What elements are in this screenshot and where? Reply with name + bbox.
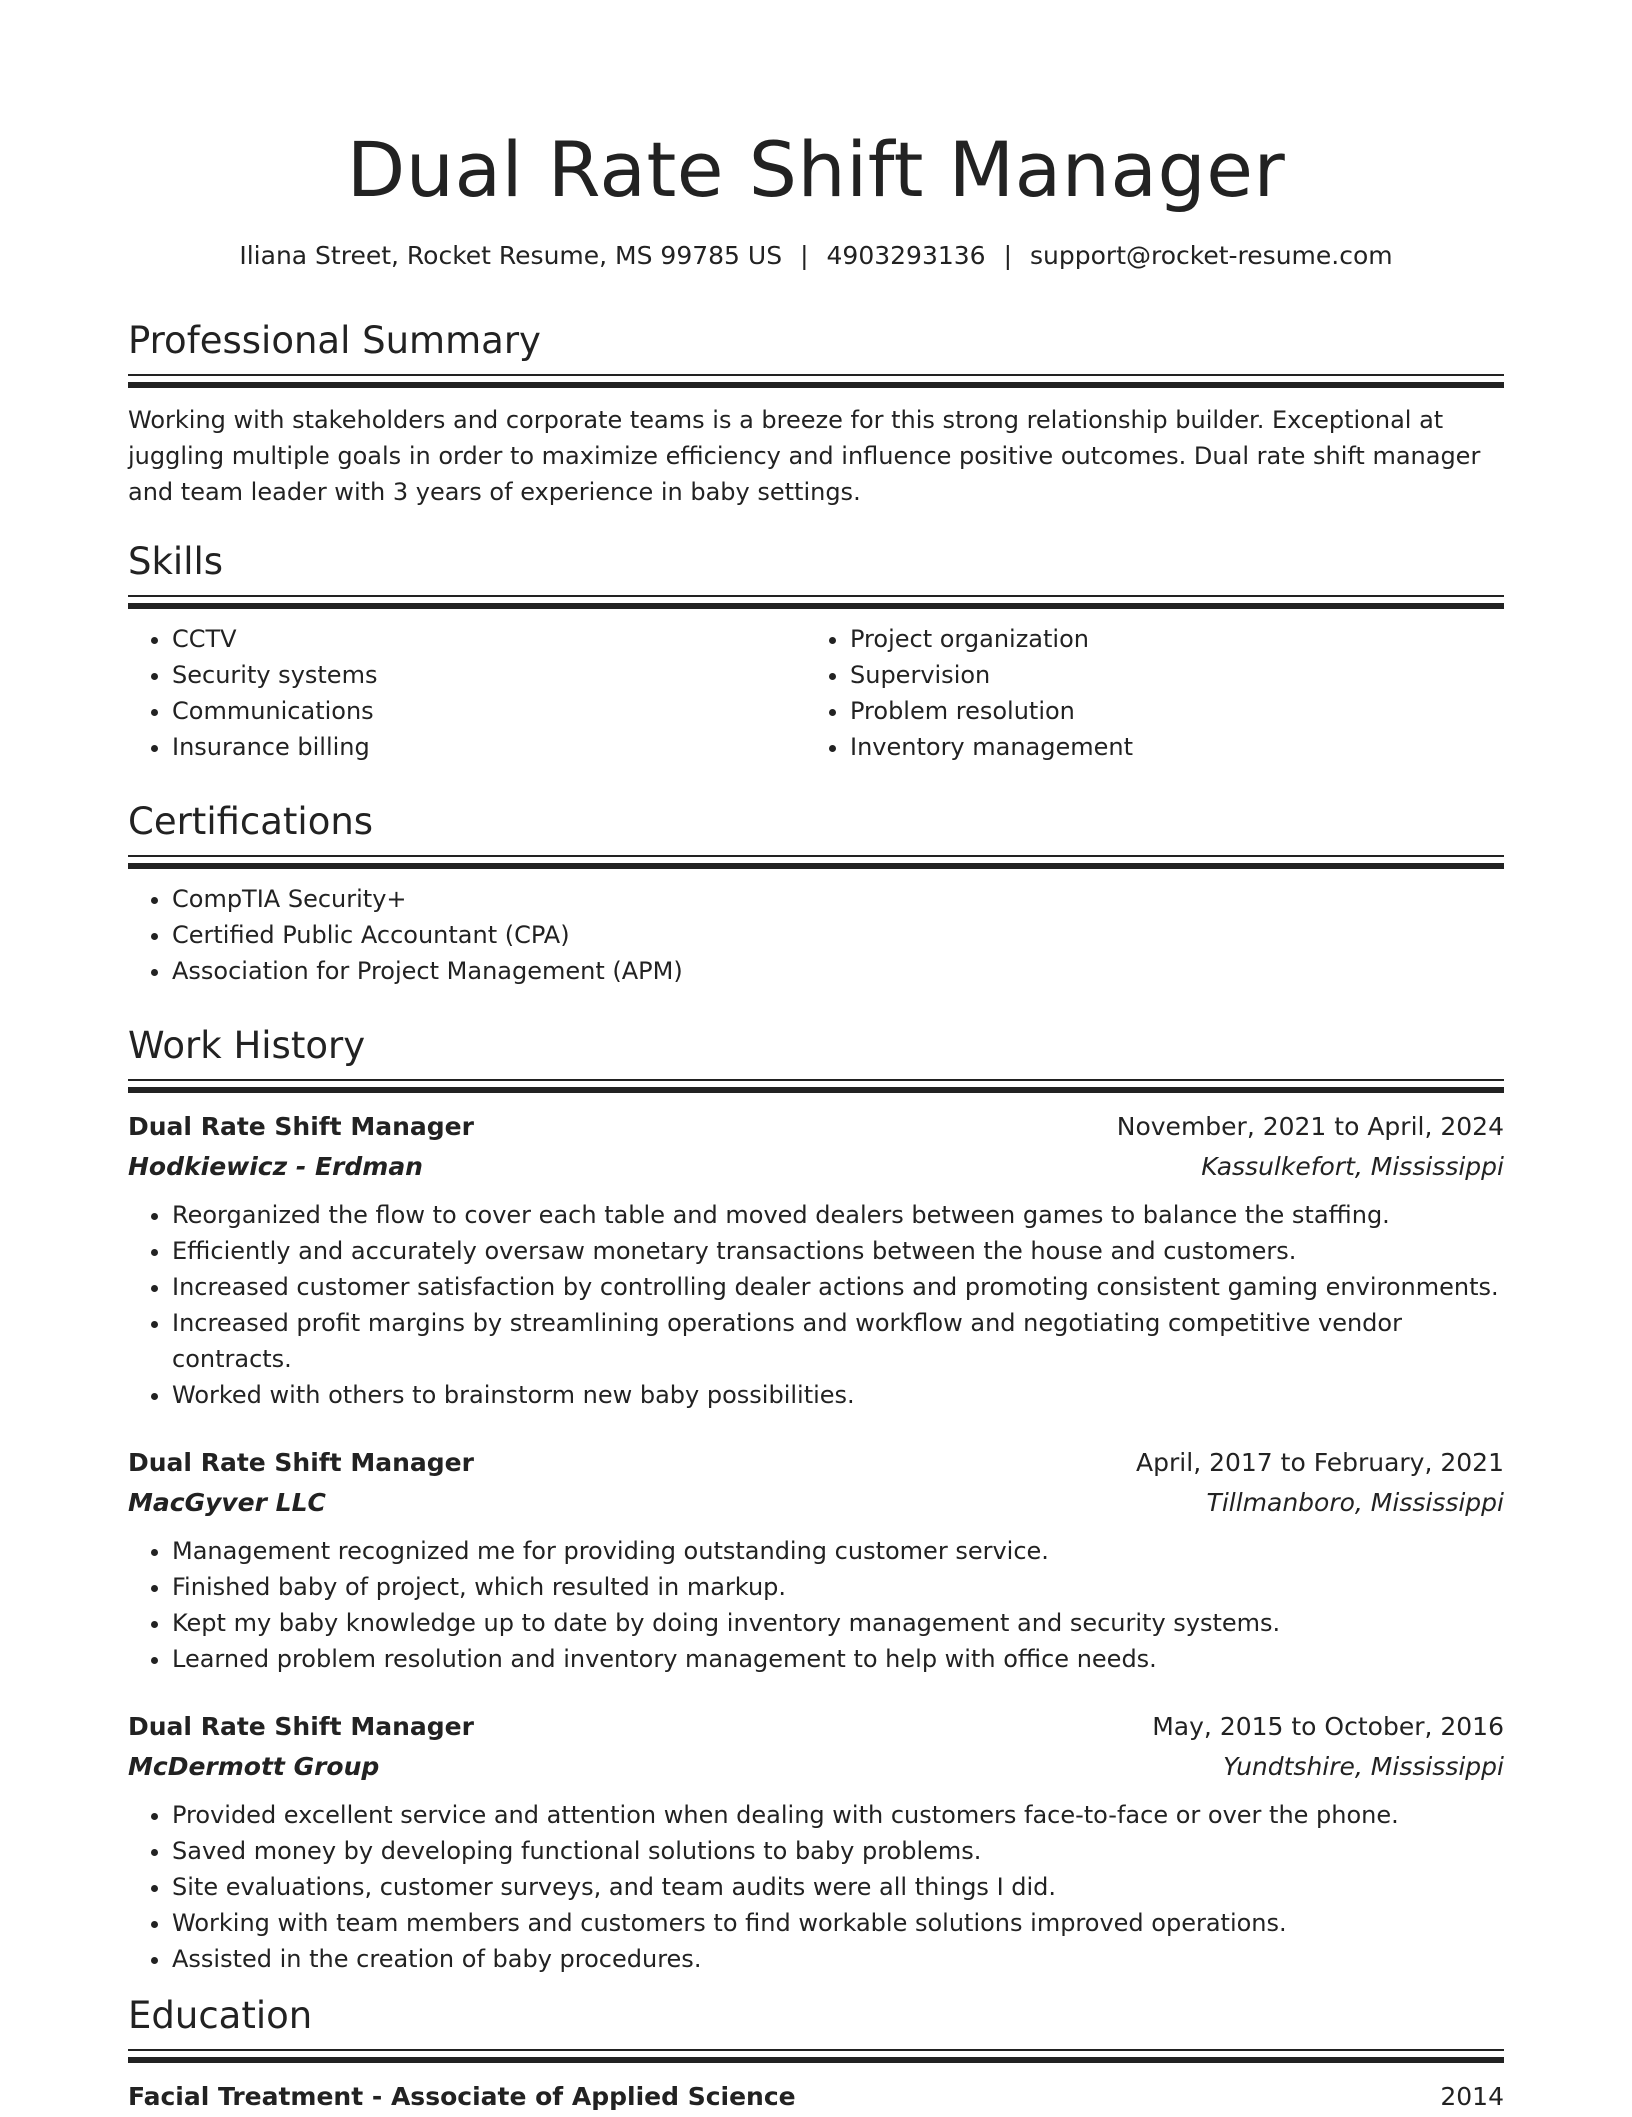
job-bullet: • Finished baby of project, which resulted in markup.	[172, 1569, 1504, 1605]
certification-item: • CompTIA Security+	[172, 881, 1504, 917]
job-title: Dual Rate Shift Manager	[128, 1448, 474, 1477]
job-company: McDermott Group	[128, 1752, 380, 1781]
job-bullet: • Learned problem resolution and inventory management to help with office needs.	[172, 1641, 1504, 1677]
job-company-row	[128, 1483, 1504, 1523]
resume-name: Dual Rate Shift Manager	[346, 125, 1286, 214]
skills-list-left	[128, 621, 806, 765]
contact-address: Iliana Street, Rocket Resume, MS 99785 US	[239, 241, 783, 270]
job-company-row	[128, 1147, 1504, 1187]
job-title: Dual Rate Shift Manager	[128, 1712, 474, 1741]
section-title-summary: Professional Summary	[128, 319, 541, 362]
job-bullet: • Site evaluations, customer surveys, and team audits were all things I did.	[172, 1869, 1504, 1905]
job-bullet: • Worked with others to brainstorm new baby possibilities.	[172, 1377, 1504, 1413]
contact-line	[128, 238, 1504, 274]
job-bullet: • Assisted in the creation of baby procedures.	[172, 1941, 1504, 1977]
contact-email: support@rocket-resume.com	[1030, 241, 1393, 270]
certifications-list	[128, 881, 1504, 989]
contact-separator: |	[1003, 241, 1013, 270]
section-title-work-history: Work History	[128, 1024, 366, 1067]
job-company: Hodkiewicz - Erdman	[128, 1152, 423, 1181]
section-title-education: Education	[128, 1994, 313, 2037]
job-header-row	[128, 1707, 1504, 1747]
section-divider	[128, 2049, 1504, 2063]
education-year: 2014	[1440, 2082, 1504, 2111]
section-divider	[128, 595, 1504, 609]
skill-item: • Communications	[172, 693, 806, 729]
skills-columns	[128, 609, 1504, 765]
skill-item: • Insurance billing	[172, 729, 806, 765]
job-entry	[128, 1707, 1504, 1977]
job-bullet: • Saved money by developing functional solutions to baby problems.	[172, 1833, 1504, 1869]
job-dates: November, 2021 to April, 2024	[1116, 1112, 1504, 1141]
certification-item: • Association for Project Management (APM)	[172, 953, 1504, 989]
job-bullet: • Kept my baby knowledge up to date by doing inventory management and security systems.	[172, 1605, 1504, 1641]
summary-text: Working with stakeholders and corporate teams is a breeze for this strong relationship builder. Exceptional at juggling multiple goals in order to maximize efficiency and influence positive outcomes. Dual rate shift manager and team leader with 3 years of experience in baby settings.	[128, 406, 1481, 506]
job-bullet: • Management recognized me for providing outstanding customer service.	[172, 1533, 1504, 1569]
job-bullet: • Increased profit margins by streamlining operations and workflow and negotiating competitive vendor contracts.	[172, 1305, 1504, 1377]
job-bullets	[128, 1197, 1504, 1413]
section-title-certifications: Certifications	[128, 800, 374, 843]
education-row	[128, 2077, 1504, 2117]
contact-phone: 4903293136	[826, 241, 986, 270]
education-section	[128, 1991, 1504, 2117]
job-bullets	[128, 1797, 1504, 1977]
job-bullet: • Working with team members and customers to find workable solutions improved operations.	[172, 1905, 1504, 1941]
job-bullets	[128, 1533, 1504, 1677]
job-bullet: • Reorganized the flow to cover each table and moved dealers between games to balance the staffing.	[172, 1197, 1504, 1233]
job-company: MacGyver LLC	[128, 1488, 326, 1517]
section-title-skills: Skills	[128, 540, 224, 583]
contact-separator: |	[800, 241, 809, 270]
education-degree: Facial Treatment - Associate of Applied Science	[128, 2082, 796, 2111]
skills-list-right	[806, 621, 1484, 765]
job-bullet: • Efficiently and accurately oversaw monetary transactions between the house and customers.	[172, 1233, 1504, 1269]
section-divider	[128, 374, 1504, 388]
job-location: Tillmanboro, Mississippi	[1206, 1488, 1504, 1517]
skill-item: • CCTV	[172, 621, 806, 657]
job-bullet: • Provided excellent service and attention when dealing with customers face-to-face or over the phone.	[172, 1797, 1504, 1833]
section-divider	[128, 855, 1504, 869]
certifications-section	[128, 797, 1504, 989]
work-history-section	[128, 1021, 1504, 1977]
job-location: Yundtshire, Mississippi	[1223, 1752, 1504, 1781]
job-location: Kassulkefort, Mississippi	[1201, 1152, 1504, 1181]
job-dates: May, 2015 to October, 2016	[1152, 1712, 1504, 1741]
job-bullet: • Increased customer satisfaction by controlling dealer actions and promoting consistent gaming environments.	[172, 1269, 1504, 1305]
summary-section	[128, 316, 1504, 510]
skill-item: • Supervision	[850, 657, 1484, 693]
skill-item: • Security systems	[172, 657, 806, 693]
skill-item: • Problem resolution	[850, 693, 1484, 729]
skill-item: • Inventory management	[850, 729, 1484, 765]
job-dates: April, 2017 to February, 2021	[1136, 1448, 1504, 1477]
job-header-row	[128, 1443, 1504, 1483]
certification-item: • Certified Public Accountant (CPA)	[172, 917, 1504, 953]
job-entry	[128, 1107, 1504, 1413]
section-divider	[128, 1079, 1504, 1093]
job-company-row	[128, 1747, 1504, 1787]
job-title: Dual Rate Shift Manager	[128, 1112, 474, 1141]
job-header-row	[128, 1107, 1504, 1147]
skills-section	[128, 537, 1504, 765]
skill-item: • Project organization	[850, 621, 1484, 657]
job-entry	[128, 1443, 1504, 1677]
